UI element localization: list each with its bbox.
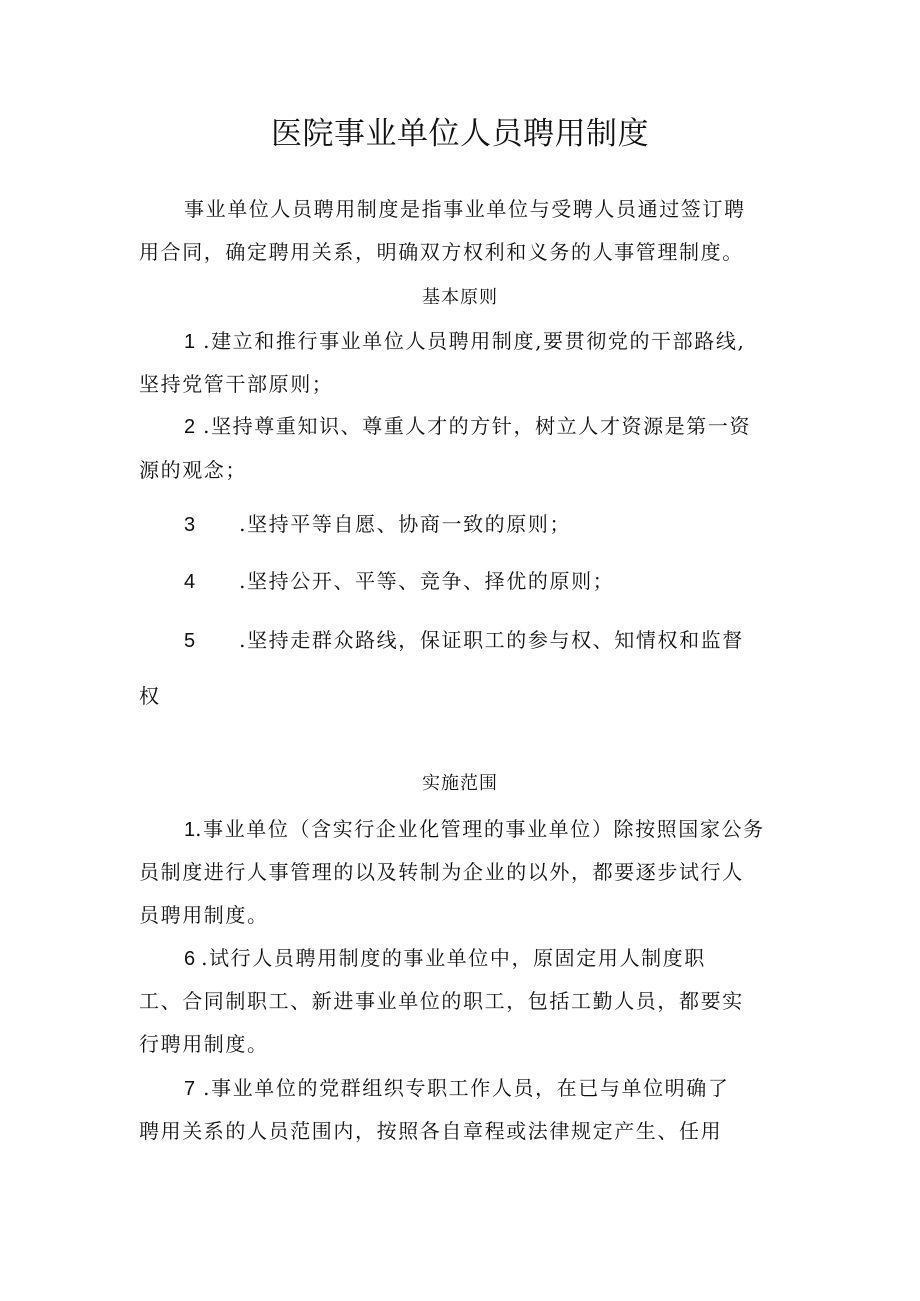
principle-4-line-1: [184, 566, 614, 597]
intro-line-1: 事业单位人员聘用制度是指事业单位与受聘人员通过签订聘: [184, 197, 746, 221]
principle-1-number: 1: [184, 331, 196, 353]
scope-6-text: .试行人员聘用制度的事业单位中，原固定用人制度职: [201, 946, 706, 970]
section-heading-scope: 实施范围: [422, 773, 498, 794]
scope-6-number: 6: [184, 948, 196, 970]
scope-1-text: .事业单位（含实行企业化管理的事业单位）除按照国家公务: [195, 817, 765, 841]
scope-1-number: 1: [184, 819, 196, 841]
principle-2-number: 2: [184, 416, 196, 438]
principle-1-line-1: [184, 326, 745, 357]
scope-1-line-3: 员聘用制度。: [139, 903, 269, 927]
principle-2-text: .坚持尊重知识、尊重人才的方针，树立人才资源是第一资: [203, 414, 752, 438]
scope-1-line-2: 员制度进行人事管理的以及转制为企业的以外，都要逐步试行人: [139, 860, 744, 884]
scope-6-line-2: 工、合同制职工、新进事业单位的职工，包括工勤人员，都要实: [139, 989, 744, 1013]
scope-7-number: 7: [184, 1078, 196, 1100]
principle-1-line-2: 坚持党管干部原则；: [139, 372, 334, 396]
principle-2-line-1: [184, 411, 751, 442]
scope-7-line-1: [184, 1073, 729, 1104]
scope-6-line-3: 行聘用制度。: [139, 1032, 269, 1056]
intro-line-2: 用合同，确定聘用关系，明确双方权利和义务的人事管理制度。: [139, 240, 744, 264]
principle-1-text: .建立和推行事业单位人员聘用制度,要贯彻党的干部路线,: [203, 329, 746, 353]
principle-4-text: .坚持公开、平等、竞争、择优的原则；: [239, 569, 615, 593]
scope-7-text: .事业单位的党群组织专职工作人员，在已与单位明确了: [203, 1076, 730, 1100]
section-heading-basic-principles: 基本原则: [422, 287, 498, 308]
principle-5-line-2: 权: [139, 684, 161, 708]
principle-2-line-2: 源的观念；: [139, 458, 247, 482]
principle-4-number: 4: [184, 571, 196, 593]
principle-3-number: 3: [184, 514, 196, 536]
principle-3-text: .坚持平等自愿、协商一致的原则；: [239, 512, 572, 536]
principle-5-text: .坚持走群众路线，保证职工的参与权、知情权和监督: [239, 628, 744, 652]
scope-6-line-1: [184, 943, 706, 974]
principle-5-number: 5: [184, 630, 196, 652]
principle-3-line-1: [184, 509, 571, 540]
scope-1-line-1: [184, 814, 765, 845]
document-title: 医院事业单位人员聘用制度: [271, 116, 649, 152]
principle-5-line-1: [184, 625, 744, 656]
scope-7-line-2: 聘用关系的人员范围内，按照各自章程或法律规定产生、任用: [139, 1119, 723, 1143]
